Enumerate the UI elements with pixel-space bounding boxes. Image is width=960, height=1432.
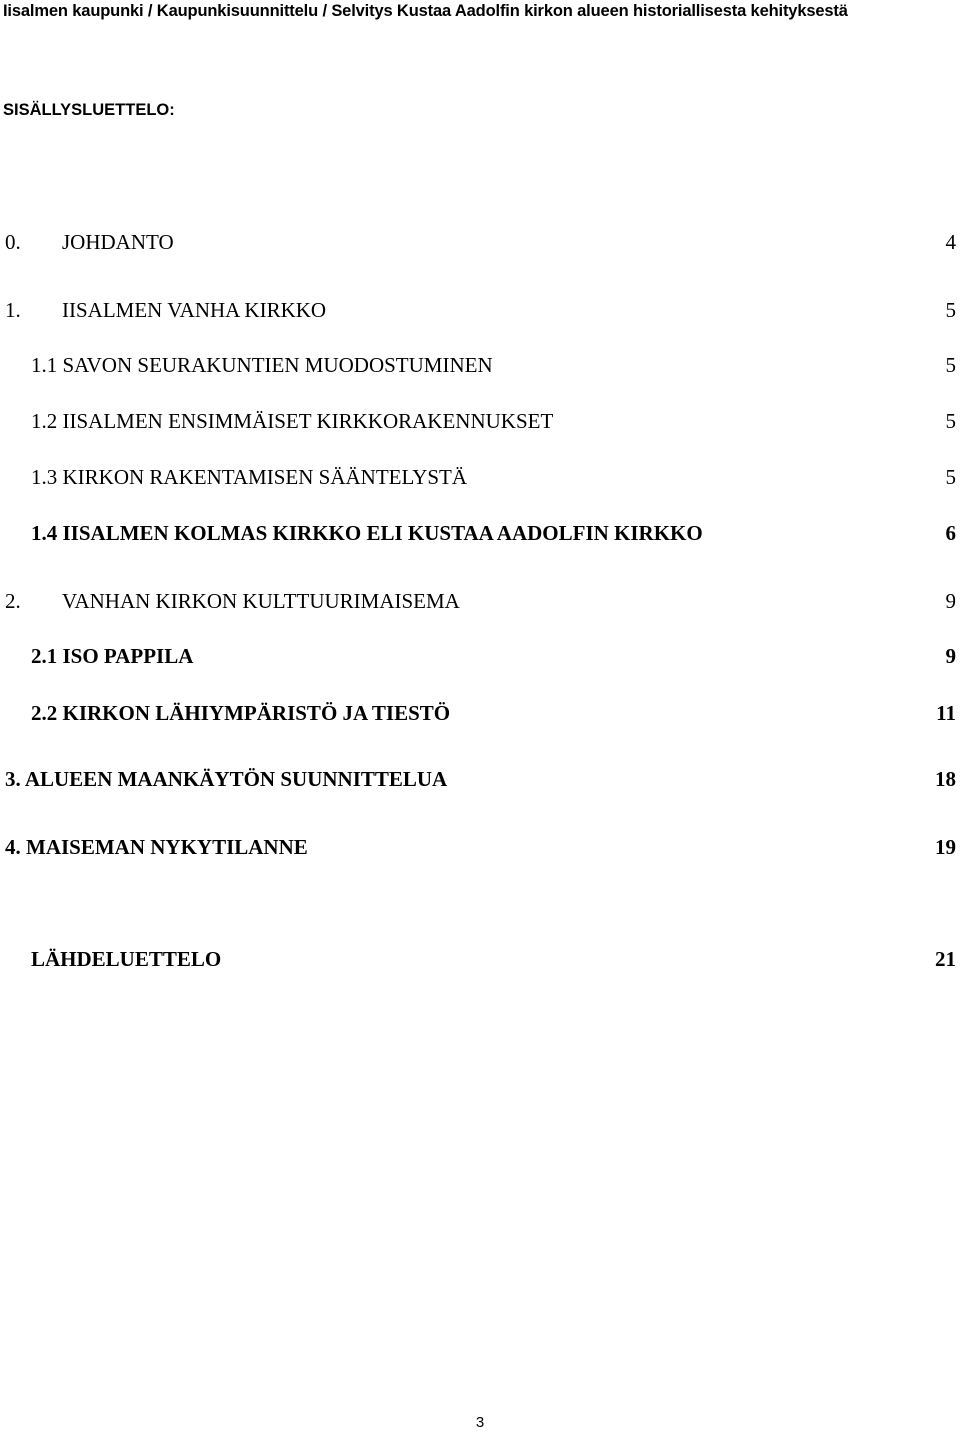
toc-entry-title: 2.2 KIRKON LÄHIYMPÄRISTÖ JA TIESTÖ: [31, 701, 451, 725]
toc-entry-number: 0.: [5, 230, 21, 254]
toc-entry-page: 9: [945, 589, 956, 613]
toc-entry-number: 2.: [5, 589, 21, 613]
toc-entry-page: 18: [935, 767, 956, 791]
toc-entry-4[interactable]: [0, 832, 956, 862]
toc-entry-title: 1.1 SAVON SEURAKUNTIEN MUODOSTUMINEN: [31, 353, 493, 377]
toc-entry-page: 11: [936, 701, 956, 725]
toc-entry-title: JOHDANTO: [62, 230, 174, 254]
toc-entry-page: 21: [935, 947, 956, 971]
toc-entry-title: 1.2 IISALMEN ENSIMMÄISET KIRKKORAKENNUKSET: [31, 409, 554, 433]
toc-entry-title: LÄHDELUETTELO: [31, 947, 222, 971]
toc-entry-page: 5: [945, 298, 956, 322]
toc-entry-1-4[interactable]: [0, 518, 956, 548]
toc-entry-page: 6: [945, 521, 956, 545]
toc-entry-1-2[interactable]: [0, 406, 956, 436]
page-number: 3: [475, 1414, 485, 1431]
toc-entry-title: 3. ALUEEN MAANKÄYTÖN SUUNNITTELUA: [5, 767, 448, 791]
toc-entry-2-1[interactable]: [0, 641, 956, 671]
toc-entry-page: 9: [945, 644, 956, 668]
toc-entry-1-3[interactable]: [0, 462, 956, 492]
toc-entry-lahdeluettelo[interactable]: [0, 944, 956, 974]
toc-entry-title: VANHAN KIRKON KULTTUURIMAISEMA: [62, 589, 460, 613]
toc-entry-title: 1.3 KIRKON RAKENTAMISEN SÄÄNTELYSTÄ: [31, 465, 468, 489]
toc-entry-page: 19: [935, 835, 956, 859]
toc-entry-3[interactable]: [0, 764, 956, 794]
toc-entry-vanhan-kirkon-kulttuurimaisema[interactable]: [0, 586, 956, 616]
toc-entry-title: 1.4 IISALMEN KOLMAS KIRKKO ELI KUSTAA AADOLFIN KIRKKO: [31, 521, 703, 545]
toc-heading: SISÄLLYSLUETTELO:: [3, 101, 175, 119]
toc-entry-title: 4. MAISEMAN NYKYTILANNE: [5, 835, 308, 859]
toc-entry-page: 5: [945, 353, 956, 377]
toc-entry-page: 5: [945, 409, 956, 433]
toc-entry-johdanto[interactable]: [0, 227, 956, 257]
toc-entry-page: 4: [945, 230, 956, 254]
toc-entry-page: 5: [945, 465, 956, 489]
toc-entry-iisalmen-vanha-kirkko[interactable]: [0, 295, 956, 325]
toc-entry-title: IISALMEN VANHA KIRKKO: [62, 298, 327, 322]
toc-entry-number: 1.: [5, 298, 21, 322]
toc-entry-1-1[interactable]: [0, 350, 956, 380]
toc-entry-title: 2.1 ISO PAPPILA: [31, 644, 194, 668]
running-header: Iisalmen kaupunki / Kaupunkisuunnittelu / Selvitys Kustaa Aadolfin kirkon alueen historiallisesta kehityksestä: [3, 2, 848, 20]
toc-entry-2-2[interactable]: [0, 698, 956, 728]
